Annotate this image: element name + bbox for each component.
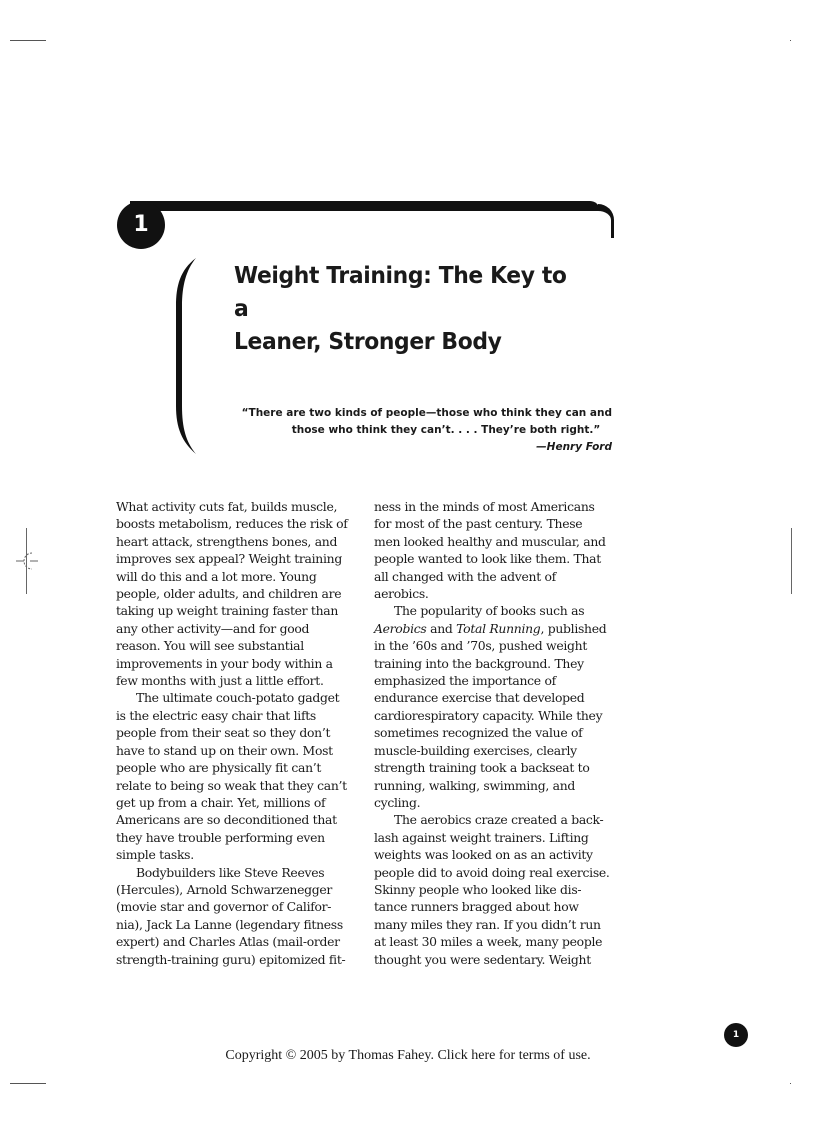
bracket-decoration-icon (170, 256, 200, 456)
text-line: lash against weight trainers. Lifting (374, 829, 589, 845)
text-line: in the ’60s and ’70s, pushed weight (374, 638, 588, 654)
text-line: The aerobics craze created a back- (394, 812, 604, 828)
text-line: strength-training guru) epitomized fit- (116, 951, 346, 967)
epigraph-line-2: those who think they can’t. . . . They’re both right.” (291, 424, 601, 436)
chapter-number-badge: 1 (117, 201, 165, 249)
text-line: tance runners bragged about how (374, 899, 579, 915)
text-line: Bodybuilders like Steve Reeves (136, 864, 325, 880)
text-line: for most of the past century. These (374, 516, 583, 532)
crop-mark-bottom-left (10, 1083, 46, 1084)
text-line: they have trouble performing even (116, 829, 325, 845)
text-line: is the electric easy chair that lifts (116, 707, 316, 723)
page-number-badge: 1 (724, 1023, 748, 1047)
text-line: improvements in your body within a (116, 655, 333, 671)
text-line: few months with just a little effort. (116, 673, 324, 689)
text-line: (Hercules), Arnold Schwarzenegger (116, 881, 333, 897)
text-line: taking up weight training faster than (116, 603, 339, 619)
text-line: many miles they ran. If you didn’t run (374, 916, 601, 932)
text-line: people did to avoid doing real exercise. (374, 864, 610, 880)
text-line: running, walking, swimming, and (374, 777, 576, 793)
text-fragment: and (426, 620, 457, 636)
crop-mark-top-left (10, 40, 46, 41)
text-line: will do this and a lot more. Young (116, 568, 317, 584)
text-line: people wanted to look like them. That (374, 551, 601, 567)
text-line: sometimes recognized the value of (374, 725, 583, 741)
chapter-header-bar-end (598, 204, 614, 238)
epigraph-author: —Henry Ford (536, 441, 612, 453)
body-column-left (116, 498, 361, 968)
text-line: people who are physically fit can’t (116, 760, 322, 776)
text-line: weights was looked on as an activity (374, 847, 593, 863)
text-line: emphasized the importance of (374, 673, 556, 689)
book-title: Total Running (456, 620, 541, 636)
copyright-terms-link[interactable]: Copyright © 2005 by Thomas Fahey. Click here for terms of use. (225, 1048, 591, 1063)
text-line: improves sex appeal? Weight training (116, 551, 342, 567)
text-line: Americans are so deconditioned that (116, 812, 337, 828)
chapter-header-bar (130, 201, 600, 211)
text-line: relate to being so weak that they can’t (116, 777, 347, 793)
text-line: nia), Jack La Lanne (legendary fitness (116, 916, 343, 932)
text-line: aerobics. (374, 586, 429, 602)
text-line: men looked healthy and muscular, and (374, 533, 606, 549)
text-line: cardiorespiratory capacity. While they (374, 707, 603, 723)
text-line: all changed with the advent of (374, 568, 556, 584)
epigraph (240, 405, 612, 456)
crop-mark-bottom-right (790, 1083, 791, 1084)
text-line: What activity cuts fat, builds muscle, (116, 499, 338, 514)
text-fragment: , published (540, 620, 607, 636)
body-column-right (374, 498, 619, 968)
registration-line-right (791, 528, 792, 594)
text-line: simple tasks. (116, 847, 194, 863)
chapter-title-line-1: Weight Training: The Key to a (234, 261, 567, 322)
text-line: strength training took a backseat to (374, 760, 590, 776)
text-line: get up from a chair. Yet, millions of (116, 794, 326, 810)
text-line: expert) and Charles Atlas (mail-order (116, 934, 340, 950)
text-line: endurance exercise that developed (374, 690, 585, 706)
text-line: heart attack, strengthens bones, and (116, 533, 338, 549)
text-line: ness in the minds of most Americans (374, 499, 595, 514)
text-line: The popularity of books such as (394, 603, 585, 619)
text-line: boosts metabolism, reduces the risk of (116, 516, 348, 532)
crop-mark-top-right (790, 40, 791, 41)
book-title: Aerobics (374, 620, 427, 636)
text-line: cycling. (374, 794, 421, 810)
text-line: any other activity—and for good (116, 620, 310, 636)
text-line: (movie star and governor of Califor- (116, 899, 332, 915)
text-line: training into the background. They (374, 655, 584, 671)
text-line: The ultimate couch-potato gadget (136, 690, 340, 706)
chapter-title (234, 259, 587, 358)
text-line: Skinny people who looked like dis- (374, 881, 582, 897)
text-line (374, 620, 619, 637)
text-line: people, older adults, and children are (116, 586, 342, 602)
text-line: have to stand up on their own. Most (116, 742, 333, 758)
text-line: at least 30 miles a week, many people (374, 934, 603, 950)
text-line: reason. You will see substantial (116, 638, 304, 654)
epigraph-line-1: “There are two kinds of people—those who think they can and (241, 407, 612, 419)
text-line: thought you were sedentary. Weight (374, 951, 591, 967)
text-line: muscle-building exercises, clearly (374, 742, 577, 758)
registration-mark-icon (14, 550, 40, 572)
chapter-title-line-2: Leaner, Stronger Body (234, 327, 502, 355)
text-line: people from their seat so they don’t (116, 725, 331, 741)
